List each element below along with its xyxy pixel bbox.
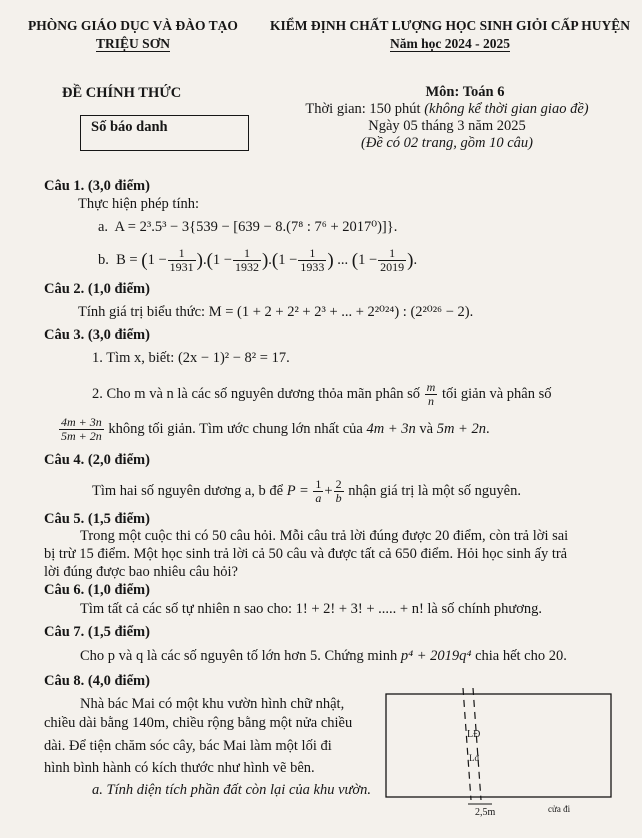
q4-p-label: P =: [286, 482, 309, 499]
exam-date: Ngày 05 tháng 3 năm 2025: [368, 118, 526, 134]
exam-title: KIỂM ĐỊNH CHẤT LƯỢNG HỌC SINH GIỎI CẤP HUYỆN: [269, 18, 631, 33]
q4-frac2: $\frac{2}{b}$: [335, 477, 342, 505]
pages-note: (Đề có 02 trang, gồm 10 câu): [361, 135, 533, 151]
q3-p1-expression: (2x − 1)² − 8² = 17.: [177, 350, 290, 366]
q4-text-a: Tìm hai số nguyên dương a, b để: [92, 482, 284, 499]
q4-text-b: nhận giá trị là một số nguyên.: [348, 482, 521, 499]
q1-b-label: b.: [98, 251, 109, 268]
subject: Môn: Toán 6: [425, 84, 505, 100]
q1-part-a: [98, 219, 397, 236]
q6-text-a: Tìm tất cả các số tự nhiên n sao cho:: [80, 601, 292, 617]
q3-p2-text-c: không tối giản. Tìm ước chung lớn nhất của: [108, 420, 363, 437]
q7-title: Câu 7. (1,5 điểm): [44, 624, 150, 640]
q3-part1: [92, 350, 290, 367]
q1-b-dots: ...: [337, 251, 349, 268]
q3-p2-expr1: 4m + 3n: [366, 420, 416, 437]
q1-title: Câu 1. (3,0 điểm): [44, 178, 150, 194]
q1-b-prefix: B =: [116, 251, 138, 268]
q2-title: Câu 2. (1,0 điểm): [44, 281, 150, 297]
q3-p2-text-a: 2. Cho m và n là các số nguyên dương thỏa mãn phân số: [92, 385, 421, 402]
path-edge-right: [473, 688, 481, 800]
school-year: Năm học 2024 - 2025: [390, 36, 510, 51]
q8-line1: Nhà bác Mai có một khu vườn hình chữ nhật,: [80, 696, 345, 712]
q3-p2-and: và: [419, 420, 434, 437]
q3-part2-line1: [92, 381, 552, 408]
figure-path-width: 2,5m: [475, 807, 496, 818]
figure-label-ld-lower: Lđ: [469, 753, 479, 763]
district-name-wrap: [8, 36, 258, 52]
garden-figure: [380, 680, 620, 822]
q3-p2-text-b: tối giản và phân số: [441, 385, 552, 402]
q4-frac1: $\frac{1}{a}$: [315, 477, 322, 505]
q8-part-a: a. Tính diện tích phần đất còn lại của khu vườn.: [92, 782, 372, 798]
figure-gate-label: cửa đi: [548, 804, 571, 814]
q3-part2-line2: $\frac{4m + 3n}{5m + 2n}$ không tối giản. Tìm ước chung lớn nhất của 4m + 3n và 5m + 2n.: [61, 415, 490, 443]
school-year-wrap: [258, 36, 642, 52]
q4-body: Tìm hai số nguyên dương a, b để P = $\frac{1}{a}$ + $\frac{2}{b}$ nhận giá trị là một số nguyên.: [92, 477, 521, 505]
q2-expression: M = (1 + 2 + 2² + 2³ + ... + 2²⁰²⁴) : (2²⁰²⁶ − 2).: [208, 304, 474, 320]
time-note: (không kể thời gian giao đề): [424, 101, 589, 117]
q7-expression: p⁴ + 2019q⁴: [400, 648, 472, 664]
time-allowed: [262, 101, 632, 118]
q1-a-expression: A = 2³.5³ − 3{539 − [639 − 8.(7⁸ : 7⁶ + 2017⁰)]}.: [114, 219, 398, 235]
district-name: TRIỆU SƠN: [96, 36, 170, 51]
q3-title: Câu 3. (3,0 điểm): [44, 327, 150, 343]
candidate-number-label: Số báo danh: [91, 119, 168, 135]
q5-title: Câu 5. (1,5 điểm): [44, 511, 150, 527]
q2-text: Tính giá trị biểu thức:: [78, 304, 206, 320]
q4-title: Câu 4. (2,0 điểm): [44, 452, 150, 468]
q8-title: Câu 8. (4,0 điểm): [44, 673, 150, 689]
figure-label-ld-upper: LĐ: [467, 729, 481, 740]
q1-part-b: b. B = (1 − $\frac{1}{1931}$ ).(1 − $\frac{1}{1932}$ ).(1 − $\frac{1}{1933}$ ) ... (1 − $\frac{1}{2019}$ ).: [98, 246, 418, 274]
candidate-number-box: [80, 115, 249, 151]
time-text: Thời gian: 150 phút: [305, 101, 425, 117]
q1-b-frac4: $\frac{1}{2019}$: [380, 246, 405, 274]
q1-b-frac2: $\frac{1}{1932}$: [234, 246, 259, 274]
q8-line4: hình bình hành có kích thước như hình vẽ bên.: [44, 760, 315, 776]
q7-text-b: chia hết cho 20.: [475, 648, 567, 664]
q1-intro: Thực hiện phép tính:: [78, 196, 200, 212]
q8-line3: dài. Để tiện chăm sóc cây, bác Mai làm một lối đi: [44, 738, 332, 754]
q6-expression: 1! + 2! + 3! + ..... + n!: [295, 601, 424, 617]
q8-line2: chiều dài bằng 140m, chiều rộng bằng một nửa chiều: [44, 715, 353, 731]
q3-p1-text: 1. Tìm x, biết:: [92, 350, 175, 366]
q3-frac-m-n: $\frac{m}{n}$: [426, 380, 436, 408]
q7-text-a: Cho p và q là các số nguyên tố lớn hơn 5. Chứng minh: [80, 648, 398, 664]
q2-body: [78, 304, 473, 321]
q6-text-b: là số chính phương.: [427, 601, 543, 617]
path-edge-left: [463, 688, 471, 800]
q1-a-label: a.: [98, 219, 109, 235]
q6-title: Câu 6. (1,0 điểm): [44, 582, 150, 598]
q3-p2-expr2: 5m + 2n: [436, 420, 486, 437]
q7-body: [80, 648, 567, 665]
q5-line1: Trong một cuộc thi có 50 câu hỏi. Mỗi câu trả lời đúng được 20 điểm, còn trả lời sai: [80, 528, 569, 544]
q1-b-frac1: $\frac{1}{1931}$: [169, 246, 194, 274]
q1-b-frac3: $\frac{1}{1933}$: [300, 246, 325, 274]
garden-rectangle: [386, 694, 611, 797]
department-name: PHÒNG GIÁO DỤC VÀ ĐÀO TẠO: [28, 18, 238, 33]
q5-line3: lời đúng được bao nhiêu câu hỏi?: [44, 564, 238, 580]
q5-line2: bị trừ 15 điểm. Một học sinh trả lời cả 50 câu và được tất cả 650 điểm. Hỏi học sinh ấy trả: [44, 546, 568, 562]
q6-body: [80, 601, 542, 618]
q3-frac-expr: $\frac{4m + 3n}{5m + 2n}$: [61, 415, 102, 443]
official-label: ĐỀ CHÍNH THỨC: [62, 85, 182, 101]
